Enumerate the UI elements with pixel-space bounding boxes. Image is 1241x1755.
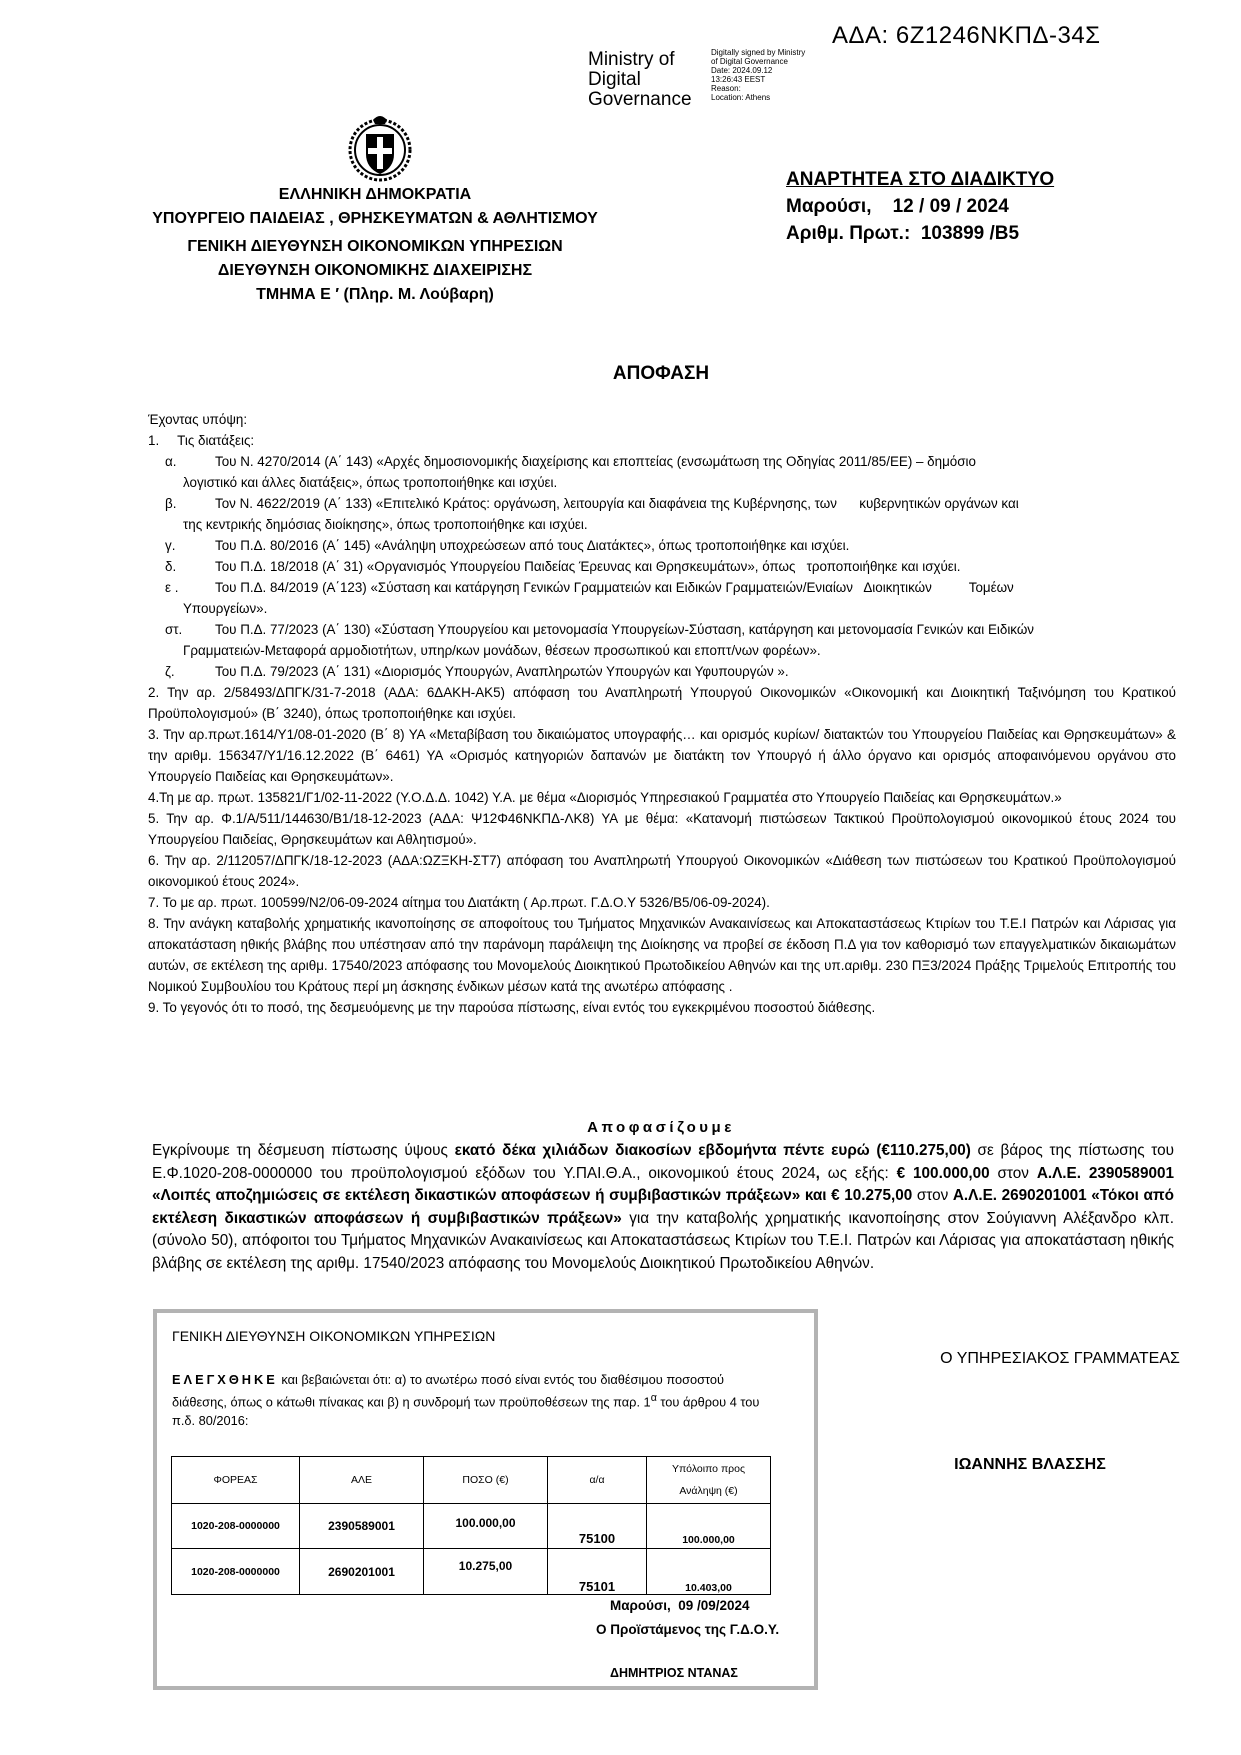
consideration-item-6: 6. Την αρ. 2/112057/ΔΠΓΚ/18-12-2023 (ΑΔΑ:ΩΖΞΚΗ-ΣΤ7) απόφαση του Αναπληρωτή Υπουργού Οικονομικών «Διάθεση των πιστώσεων του Κρατικού Προϋπολογισμού οικονομικού έτους 2024».: [148, 853, 1176, 889]
signatory-role: Ο ΥΠΗΡΕΣΙΑΚΟΣ ΓΡΑΜΜΑΤΕΑΣ: [940, 1350, 1180, 1367]
decision-text: Εγκρίνουμε τη δέσμευση πίστωσης ύψους εκατό δέκα χιλιάδων διακοσίων εβδομήντα πέντε ευρώ (€110.275,00) σε βάρος της πίστωσης του Ε.Φ.1020-208-0000000 του προϋπολογισμού εξόδων του Υ.ΠΑΙ.Θ.Α., οικονομικού έτους 2024, ως εξής: € 100.000,00 στον Α.Λ.Ε. 2390589001 «Λοιπές αποζημιώσεις σε εκτέλεση δικαστικών αποφάσεων ή συμβιβαστικών πράξεων» και € 10.275,00 στον Α.Λ.Ε. 2690201001 «Τόκοι από εκτέλεση δικαστικών αποφάσεων ή συμβιβαστικών πράξεων» για την καταβολής χρηματικής ικανοποίησης στον Σούγιαννη Αλέξανδρο κλπ. (σύνολο 50), απόφοιτοι του Τμήματος Μηχανικών Ανακαινίσεως και Αποκαταστάσεως Κτιρίων του Τ.Ε.Ι. Πατρών και Λάρισας για αποκατάσταση ηθικής βλάβης σε εκτέλεση της αριθμ. 17540/2023 απόφασης του Μονομελούς Διοικητικού Πρωτοδικείου Αθηνών.: [152, 1142, 1175, 1272]
signatory-name: ΙΩΑΝΝΗΣ ΒΛΑΣΣΗΣ: [954, 1456, 1106, 1473]
consideration-item-5: 5. Την αρ. Φ.1/Α/511/144630/Β1/18-12-2023 (ΑΔΑ: Ψ12Φ46ΝΚΠΔ-ΛΚ8) ΥΑ με θέμα: «Κατανομή πιστώσεων Τακτικού Προϋπολογισμού οικονομικού έτους 2024 του Υπουργείου Παιδείας, Θρησκευμάτων και Αθλητισμού».: [148, 811, 1176, 847]
table-row: 1020-208-0000000 2390589001 100.000,00 75100 100.000,00: [172, 1504, 771, 1549]
consideration-item-8: 8. Την ανάγκη καταβολής χρηματικής ικανοποίησης σε αποφοίτους του Τμήματος Μηχανικών Ανακαινίσεως και Αποκαταστάσεως Κτιρίων του Τ.Ε.Ι Πατρών και Λάρισας για αποκατάσταση ηθικής βλάβης που υπέστησαν από την παράνομη παράλειψη της Διοίκησης να προβεί σε έκδοση Π.Δ για τον καθορισμό των επαγγελματικών δικαιωμάτων αυτών, σε εκτέλεση της αριθμ. 17540/2023 απόφασης του Μονομελούς Διοικητικού Πρωτοδικείου Αθηνών και της υπ.αριθμ. 230 ΠΞ3/2024 Πράξης Τριμελούς Επιτροπής του Νομικού Συμβουλίου του Κράτους περί μη άσκησης ένδικων μέσων κατά της ανωτέρω απόφασης .: [148, 916, 1176, 994]
sub-item: στ. Του Π.Δ. 77/2023 (Α΄ 130) «Σύσταση Υπουργείου και μετονομασία Υπουργείων-Σύσταση, κατάργηση και μετονομασία Γενικών και Ειδικών Γραμματειών-Μεταφορά αρμοδιοτήτων, υπηρ/κων μονάδων, θέσεων προσωπικού και εποπτ/νων φορέων».: [165, 622, 1034, 658]
signature-details: Digitally signed by Ministry of Digital Governance Date: 2024.09.12 13:26:43 EEST Reason: Location: Athens: [711, 48, 806, 102]
consideration-item-9: 9. Το γεγονός ότι το ποσό, της δεσμευόμενης με την παρούσα πίστωσης, είναι εντός του εγκεκριμένου ποσοστού διάθεσης.: [148, 1000, 876, 1015]
document-title: ΑΠΟΦΑΣΗ: [612, 363, 710, 384]
place-date: Μαρούσι, 12 / 09 / 2024: [786, 196, 1009, 217]
consideration-item-1: 1. Τις διατάξεις:: [148, 433, 255, 448]
verification-role: Ο Προϊστάμενος της Γ.Δ.Ο.Υ.: [596, 1622, 780, 1637]
ada-code: ΑΔΑ: 6Ζ1246ΝΚΠΔ-34Σ: [832, 22, 1101, 49]
consideration-item-4: 4.Τη με αρ. πρωτ. 135821/Γ1/02-11-2022 (Υ.Ο.Δ.Δ. 1042) Υ.Α. με θέμα «Διορισμός Υπηρεσιακού Γραμματέα στο Υπουργείο Παιδείας και Θρησκευμάτων.»: [148, 790, 1062, 805]
verification-heading: ΓΕΝΙΚΗ ΔΙΕΥΘΥΝΣΗ ΟΙΚΟΝΟΜΙΚΩΝ ΥΠΗΡΕΣΙΩΝ: [172, 1328, 496, 1344]
considering-heading: Έχοντας υπόψη:: [148, 412, 248, 427]
sub-item: δ. Του Π.Δ. 18/2018 (Α΄ 31) «Οργανισμός Υπουργείου Παιδείας Έρευνας και Θρησκευμάτων», όπως τροποποιήθηκε και ισχύει.: [165, 559, 961, 574]
consideration-item-7: 7. Το με αρ. πρωτ. 100599/Ν2/06-09-2024 αίτημα του Διατάκτη ( Αρ.πρωτ. Γ.Δ.Ο.Υ 5326/Β5/06-09-2024).: [148, 895, 770, 910]
considerations: [148, 409, 1176, 1018]
sub-item: α. Του Ν. 4270/2014 (Α΄ 143) «Αρχές δημοσιονομικής διαχείρισης και εποπτείας (ενσωμάτωση της Οδηγίας 2011/85/ΕΕ) – δημόσιο λογιστικό και άλλες διατάξεις», όπως τροποποιήθηκε και ισχύει.: [165, 454, 976, 490]
table-header-row: ΦΟΡΕΑΣ ΑΛΕ ΠΟΣΟ (€) α/α Υπόλοιπο προς Ανάληψη (€): [172, 1457, 771, 1504]
sub-item: ζ. Του Π.Δ. 79/2023 (Α΄ 131) «Διορισμός Υπουργών, Αναπληρωτών Υπουργών και Υφυπουργών ».: [165, 664, 789, 679]
greek-emblem-icon: [347, 110, 413, 182]
decision-heading: Αποφασίζουμε: [587, 1119, 735, 1136]
consideration-item-2: 2. Την αρ. 2/58493/ΔΠΓΚ/31-7-2018 (ΑΔΑ: 6ΔΑΚΗ-ΑΚ5) απόφαση του Αναπληρωτή Υπουργού Οικονομικών «Οικονομική και Διοικητική Ταξινόμηση του Κρατικού Προϋπολογισμού» (Β΄ 3240), όπως τροποποιήθηκε και ισχύει.: [148, 685, 1176, 721]
publish-notice: ΑΝΑΡΤΗΤΕΑ ΣΤΟ ΔΙΑΔΙΚΤΥΟ: [786, 169, 1055, 190]
sub-item: β. Τον Ν. 4622/2019 (Α΄ 133) «Επιτελικό Κράτος: οργάνωση, λειτουργία και διαφάνεια της Κυβέρνησης, των κυβερνητικών οργάνων και της κεντρικής δημόσιας διοίκησης», όπως τροποποιήθηκε και ισχύει.: [165, 496, 1019, 532]
document-meta: [786, 166, 1054, 247]
sub-item: γ. Του Π.Δ. 80/2016 (Α΄ 145) «Ανάληψη υποχρεώσεων από τους Διατάκτες», όπως τροποποιήθηκε και ισχύει.: [165, 538, 850, 553]
protocol-number: Αριθμ. Πρωτ.: 103899 /Β5: [786, 223, 1020, 244]
issuing-authority: ΕΛΛΗΝΙΚΗ ΔΗΜΟΚΡΑΤΙΑ ΥΠΟΥΡΓΕΙΟ ΠΑΙΔΕΙΑΣ , ΘΡΗΣΚΕΥΜΑΤΩΝ & ΑΘΛΗΤΙΣΜΟΥ ΓΕΝΙΚΗ ΔΙΕΥΘΥΝΣΗ ΟΙΚΟΝΟΜΙΚΩΝ ΥΠΗΡΕΣΙΩΝ ΔΙΕΥΘΥΝΣΗ ΟΙΚΟΝΟΜΙΚΗΣ ΔΙΑΧΕΙΡΙΣΗΣ ΤΜΗΜΑ Ε ′ (Πληρ. Μ. Λούβαρη): [152, 186, 598, 303]
sub-item: ε . Του Π.Δ. 84/2019 (Α΄123) «Σύσταση και κατάργηση Γενικών Γραμματειών και Ειδικών Γραμματειών/Ενιαίων Διοικητικών Τομέων Υπουργείων».: [165, 580, 1014, 616]
table-row: 1020-208-0000000 2690201001 10.275,00 75101 10.403,00: [172, 1549, 771, 1595]
funding-table: [171, 1456, 771, 1595]
consideration-item-3: 3. Την αρ.πρωτ.1614/Υ1/08-01-2020 (Β΄ 8) ΥΑ «Μεταβίβαση του δικαιώματος υπογραφής… και ορισμός κυρίων/ διατακτών του Υπουργείου Παιδείας και Θρησκευμάτων» & την αριθμ. 156347/Υ1/16.12.2022 (Β΄ 6461) ΥΑ «Ορισμός κατηγοριών δαπανών με διατάκτη τον Υπουργό ή άλλο όργανο και ορισμός αποφαινόμενου οργάνου στο Υπουργείο Παιδείας και Θρησκευμάτων».: [148, 727, 1176, 784]
verification-date: Μαρούσι, 09 /09/2024: [610, 1598, 750, 1613]
signature-name: Ministry of Digital Governance: [588, 49, 692, 110]
verification-text: ΕΛΕΓΧΘΗΚΕ και βεβαιώνεται ότι: α) το ανωτέρω ποσό είναι εντός του διαθέσιμου ποσοστού διάθεσης, όπως ο κάτωθι πίνακας και β) η συνδρομή των προϋποθέσεων της παρ. $1^\alpha$ του άρθρου 4 του π.δ. 80/2016:: [172, 1372, 760, 1429]
verification-signer: ΔΗΜΗΤΡΙΟΣ ΝΤΑΝΑΣ: [610, 1666, 738, 1680]
